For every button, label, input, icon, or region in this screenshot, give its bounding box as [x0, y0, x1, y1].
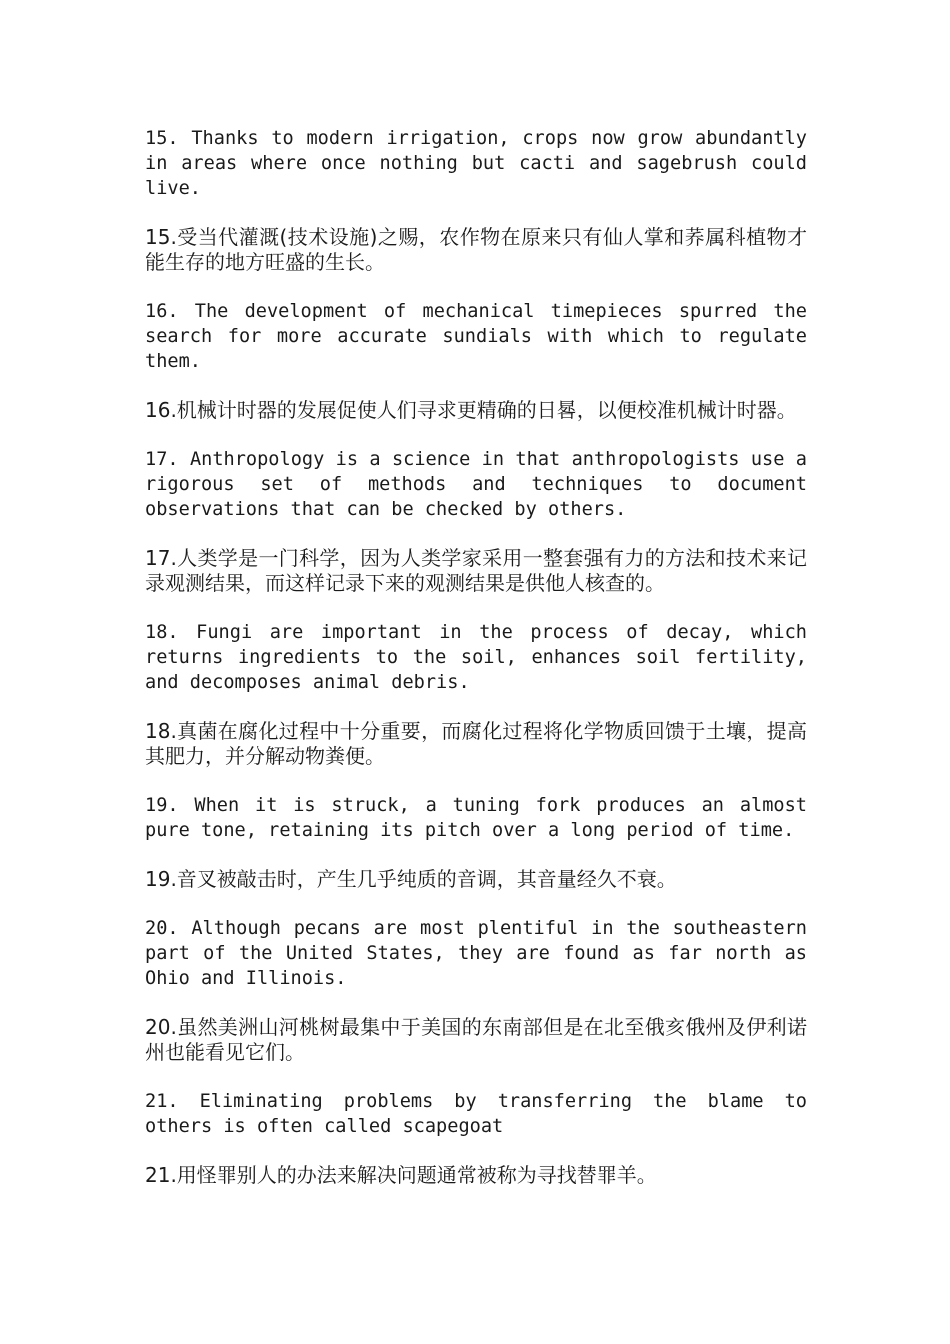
- paragraph-20-chinese: 20.虽然美洲山河桃树最集中于美国的东南部但是在北至俄亥俄州及伊利诺州也能看见它们。: [145, 1015, 807, 1064]
- paragraph-15-chinese: 15.受当代灌溉(技术设施)之赐，农作物在原来只有仙人掌和荞属科植物才能生存的地方旺盛的生长。: [145, 225, 807, 274]
- paragraph-21-english: 21. Eliminating problems by transferring the blame to others is often called scapegoat: [145, 1091, 807, 1137]
- paragraph-20-english: 20. Although pecans are most plentiful in the southeastern part of the United States, they are found as far north as Ohio and Illinois.: [145, 918, 807, 989]
- paragraph-17-chinese: 17.人类学是一门科学，因为人类学家采用一整套强有力的方法和技术来记录观测结果，而这样记录下来的观测结果是供他人核查的。: [145, 546, 807, 595]
- paragraph-17-english: 17. Anthropology is a science in that anthropologists use a rigorous set of methods and techniques to document observations that can be checked by others.: [145, 449, 807, 520]
- document-body: [145, 126, 807, 1212]
- paragraph-18-chinese: 18.真菌在腐化过程中十分重要，而腐化过程将化学物质回馈于土壤，提高其肥力，并分解动物粪便。: [145, 719, 807, 768]
- paragraph-15-english: 15. Thanks to modern irrigation, crops now grow abundantly in areas where once nothing but cacti and sagebrush could live.: [145, 128, 807, 199]
- paragraph-18-english: 18. Fungi are important in the process of decay, which returns ingredients to the soil, enhances soil fertility, and decomposes animal debris.: [145, 622, 807, 693]
- paragraph-19-chinese: 19.音叉被敲击时，产生几乎纯质的音调，其音量经久不衰。: [145, 867, 677, 891]
- paragraph-16-english: 16. The development of mechanical timepieces spurred the search for more accurate sundials with which to regulate them.: [145, 301, 807, 372]
- paragraph-16-chinese: 16.机械计时器的发展促使人们寻求更精确的日晷，以便校准机械计时器。: [145, 398, 797, 422]
- paragraph-19-english: 19. When it is struck, a tuning fork produces an almost pure tone, retaining its pitch over a long period of time.: [145, 795, 807, 841]
- paragraph-21-chinese: 21.用怪罪别人的办法来解决问题通常被称为寻找替罪羊。: [145, 1163, 657, 1187]
